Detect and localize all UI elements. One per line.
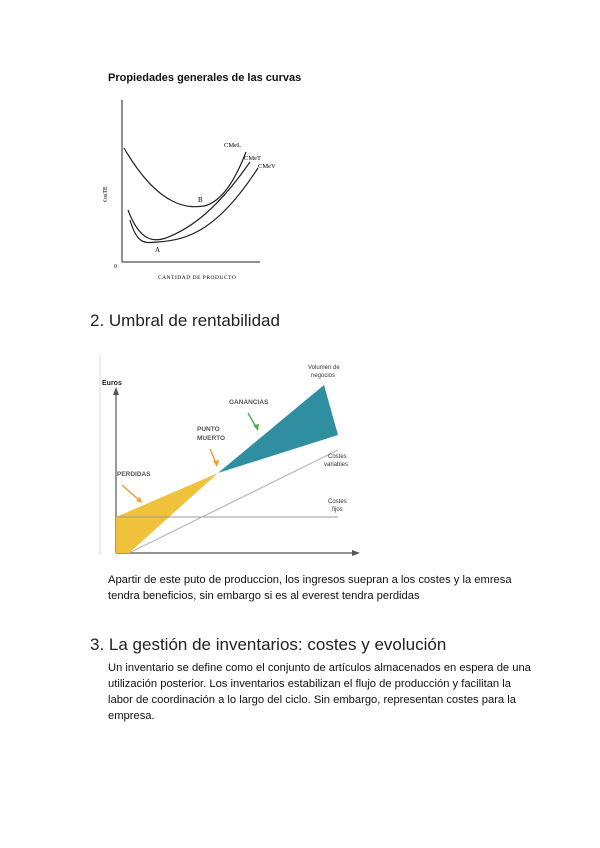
losses-arrow <box>122 485 140 501</box>
cmel-label: CMeL <box>224 142 241 149</box>
point-a-label: A <box>155 246 161 254</box>
breakeven-label-1: PUNTO <box>197 426 220 433</box>
fixed-costs-label-1: Costes <box>328 499 347 505</box>
section-2-paragraph: Apartir de este puto de produccion, los ingresos suepran a los costes y la emresa tendra beneficios, sin embargo si es al everest tendra perdidas <box>108 574 512 602</box>
origin-label: 0 <box>114 264 117 270</box>
variable-costs-label-2: variables <box>324 462 349 468</box>
section-3-heading: 3. La gestión de inventarios: costes y evolución <box>90 635 447 654</box>
section-2-heading: 2. Umbral de rentabilidad <box>90 311 280 330</box>
volume-label-1: Volumen de <box>308 365 340 371</box>
losses-area <box>116 473 218 553</box>
cmet-label: CMeT <box>244 155 261 162</box>
cmel-curve <box>124 148 246 207</box>
y-axis-label: ¢osTE <box>103 186 109 202</box>
profits-label: GANANCIAS <box>229 399 269 406</box>
figure-title: Propiedades generales de las curvas <box>108 72 302 84</box>
cost-curves-figure <box>100 90 300 290</box>
cmev-curve <box>130 168 258 243</box>
losses-label: PERDIDAS <box>117 471 151 478</box>
breakeven-label-2: MUERTO <box>197 435 226 442</box>
volume-label-2: negocios <box>311 373 336 379</box>
x-axis-label: CANTIDAD DE PRODUCTO <box>158 275 237 281</box>
euros-label: Euros <box>102 380 122 387</box>
point-b-label: B <box>198 196 203 204</box>
cmet-curve <box>128 162 250 240</box>
fixed-costs-label-2: fijos <box>332 507 343 513</box>
section-3-paragraph: Un inventario se define como el conjunto de artículos almacenados en espera de una utilización posterior. Los inventarios estabilizan el flujo de producción y facilitan la labor de coordinación a lo largo del ciclo. Sin embargo, representan costes para la empresa. <box>108 662 531 722</box>
breakeven-chart <box>98 355 368 560</box>
variable-costs-label-1: Costes <box>328 454 347 460</box>
cmev-label: CMeV <box>258 163 276 170</box>
